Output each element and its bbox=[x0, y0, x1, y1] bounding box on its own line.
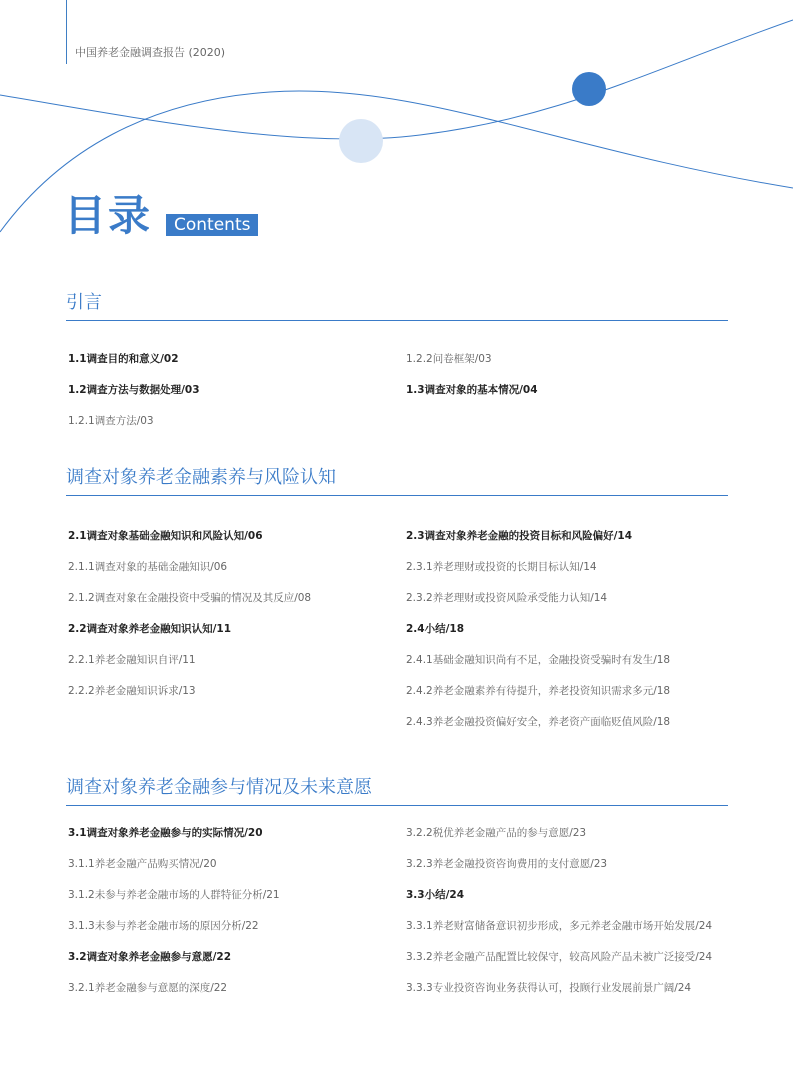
toc-column-left bbox=[68, 344, 200, 437]
section-title: 调查对象养老金融素养与风险认知 bbox=[66, 465, 728, 496]
toc-column-left bbox=[68, 818, 280, 1004]
toc-item[interactable]: 1.1调查目的和意义/02 bbox=[68, 353, 179, 365]
toc-item[interactable]: 3.1.3未参与养老金融市场的原因分析/22 bbox=[68, 920, 259, 932]
toc-item[interactable]: 3.2调查对象养老金融参与意愿/22 bbox=[68, 951, 232, 963]
toc-item[interactable]: 2.4.3养老金融投资偏好安全，养老资产面临贬值风险/18 bbox=[406, 716, 671, 728]
toc-item[interactable]: 2.2.1养老金融知识自评/11 bbox=[68, 654, 196, 666]
toc-item[interactable]: 3.3小结/24 bbox=[406, 889, 465, 901]
toc-item[interactable]: 3.2.3养老金融投资咨询费用的支付意愿/23 bbox=[406, 858, 608, 870]
toc-item[interactable]: 2.4.2养老金融素养有待提升，养老投资知识需求多元/18 bbox=[406, 685, 671, 697]
toc-item[interactable]: 3.3.3专业投资咨询业务获得认可，投顾行业发展前景广阔/24 bbox=[406, 982, 692, 994]
toc-item[interactable]: 3.2.2税优养老金融产品的参与意愿/23 bbox=[406, 827, 587, 839]
page-title: 目录 bbox=[64, 191, 153, 240]
report-header: 中国养老金融调查报告 (2020) bbox=[75, 46, 226, 59]
section-title: 引言 bbox=[66, 290, 728, 321]
toc-item[interactable]: 3.1调查对象养老金融参与的实际情况/20 bbox=[68, 827, 263, 839]
toc-item[interactable]: 2.3.2养老理财或投资风险承受能力认知/14 bbox=[406, 592, 608, 604]
toc-item[interactable]: 1.3调查对象的基本情况/04 bbox=[406, 384, 538, 396]
toc-item[interactable]: 2.1.2调查对象在金融投资中受骗的情况及其反应/08 bbox=[68, 592, 312, 604]
toc-item[interactable]: 1.2.2问卷框架/03 bbox=[406, 353, 492, 365]
light-circle bbox=[339, 119, 383, 163]
curve-1 bbox=[0, 20, 793, 139]
toc-item[interactable]: 2.3.1养老理财或投资的长期目标认知/14 bbox=[406, 561, 597, 573]
toc-item[interactable]: 1.2.1调查方法/03 bbox=[68, 415, 154, 427]
toc-item[interactable]: 1.2调查方法与数据处理/03 bbox=[68, 384, 200, 396]
toc-item[interactable]: 3.1.1养老金融产品购买情况/20 bbox=[68, 858, 217, 870]
toc-item[interactable]: 3.1.2未参与养老金融市场的人群特征分析/21 bbox=[68, 889, 280, 901]
toc-item[interactable]: 2.2.2养老金融知识诉求/13 bbox=[68, 685, 196, 697]
section-intro bbox=[66, 290, 728, 427]
toc-item[interactable]: 2.4小结/18 bbox=[406, 623, 465, 635]
dark-circle bbox=[572, 72, 606, 106]
section-title: 调查对象养老金融参与情况及未来意愿 bbox=[66, 775, 728, 806]
section-literacy bbox=[66, 465, 728, 728]
decorative-curves bbox=[0, 0, 793, 300]
toc-item[interactable]: 3.2.1养老金融参与意愿的深度/22 bbox=[68, 982, 228, 994]
toc-item[interactable]: 2.4.1基础金融知识尚有不足，金融投资受骗时有发生/18 bbox=[406, 654, 671, 666]
toc-column-right bbox=[406, 521, 670, 738]
toc-item[interactable]: 2.1.1调查对象的基础金融知识/06 bbox=[68, 561, 228, 573]
toc-item[interactable]: 3.3.2养老金融产品配置比较保守，较高风险产品未被广泛接受/24 bbox=[406, 951, 713, 963]
toc-column-left bbox=[68, 521, 311, 707]
toc-item[interactable]: 2.2调查对象养老金融知识认知/11 bbox=[68, 623, 232, 635]
contents-badge: Contents bbox=[166, 214, 258, 236]
toc-item[interactable]: 3.3.1养老财富储备意识初步形成，多元养老金融市场开始发展/24 bbox=[406, 920, 713, 932]
section-participation bbox=[66, 775, 728, 994]
toc-item[interactable]: 2.3调查对象养老金融的投资目标和风险偏好/14 bbox=[406, 530, 633, 542]
toc-item[interactable]: 2.1调查对象基础金融知识和风险认知/06 bbox=[68, 530, 263, 542]
toc-column-right bbox=[406, 818, 712, 1004]
toc-column-right bbox=[406, 344, 538, 406]
title-block bbox=[64, 192, 258, 240]
